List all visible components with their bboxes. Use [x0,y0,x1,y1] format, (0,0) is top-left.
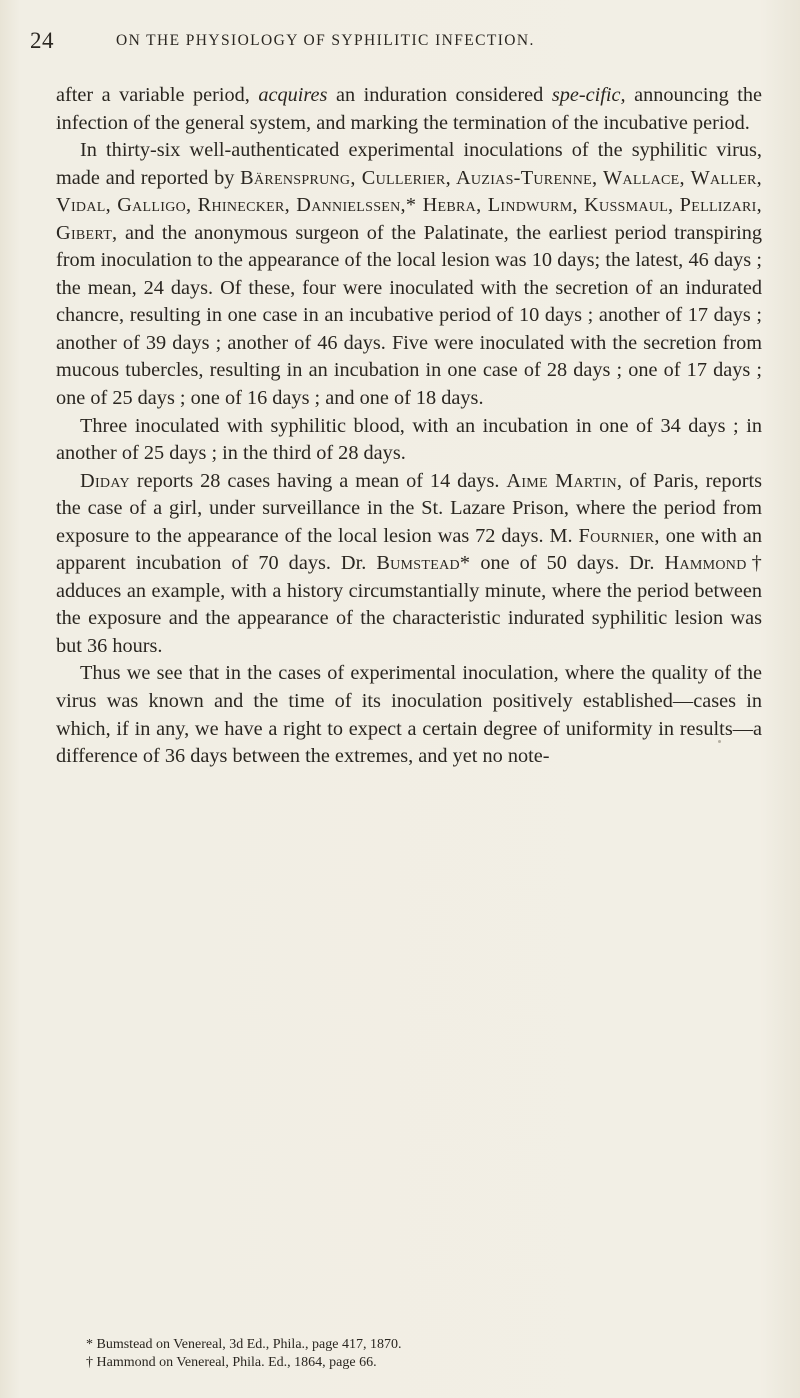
paragraph-text: and the anonymous surgeon of the Palatinate, the earliest period transpiring from inoculation to the appearance of the local lesion was 10 days; the latest, 46 days ; the mean, 24 days. Of these, four were inoculated with the secretion of an indurated chancre, resulting in one case in an incubative period of 10 days ; another of 17 days ; another of 39 days ; another of 46 days. Five were inoculated with the secretion from mucous tubercles, resulting in an incubation in one case of 28 days ; one of 17 days ; one of 25 days ; one of 16 days ; and one of 18 days. [56,221,762,410]
footnote-1: * Bumstead on Venereal, 3d Ed., Phila., page 417, 1870. [86,1337,402,1352]
paragraph-3: Three inoculated with syphilitic blood, with an incubation in one of 34 days ; in another of 25 days ; in the third of 28 days. [56,414,762,465]
page-number: 24 [30,28,54,53]
paragraph-text: of Paris, reports the case of a girl, under surveillance in the St. Lazare Prison, where the period from exposure to the appearance of the local lesion was 72 days. M. [56,469,762,547]
page-header [30,28,770,58]
paragraph-text: In thirty-six well-authenticated experimental inoculations of the syphilitic virus, made and reported by [56,139,762,189]
paper-speck [718,740,721,743]
author-name: Aime Martin, [506,469,623,492]
emphasis-text: spe-cific, [551,84,626,106]
paragraph-text: an induration considered [327,84,552,106]
paragraph-text: reports 28 cases having a mean of 14 days. [129,469,507,492]
paragraph-text: adduces an example, with a history circumstantially minute, where the period between the exposure and the appearance of the characteristic indurated syphilitic lesion was but 36 hours. [56,579,762,657]
running-title: ON THE PHYSIOLOGY OF SYPHILITIC INFECTION. [116,32,535,49]
paragraph-text: one with an apparent incubation of 70 days. Dr. [56,524,762,575]
paragraph-2 [56,137,762,412]
author-names: Bärensprung, Cullerier, Auzias-Turenne, Wallace, Waller, Vidal, Galligo, Rhinecker, Dannielssen,* Hebra, Lindwurm, Kussmaul, Pellizari, Gibert, [56,166,762,244]
paragraph-1 [56,82,762,137]
paragraph-5: Thus we see that in the cases of experimental inoculation, where the quality of the virus was known and the time of its inoculation positively established—cases in which, if in any, we have a right to expect a certain degree of uniformity in results—a difference of 36 days between the extremes, and yet no note- [56,662,762,768]
author-name: Hammond† [664,552,763,575]
emphasis-text: acquires [258,84,328,106]
author-name: Diday [80,469,130,492]
paragraph-text: one of 50 days. Dr. [470,552,665,575]
author-name: Fournier, [578,524,660,547]
footnotes [86,1336,762,1372]
paragraph-text: after a variable period, [56,84,259,106]
paragraph-4 [56,468,762,661]
footnote-2: † Hammond on Venereal, Phila. Ed., 1864, page 66. [86,1355,377,1370]
body-text [56,82,762,771]
paragraph-text: announcing the infection of the general system, and marking the termination of the incubative period. [56,84,763,134]
author-name: Bumstead* [376,552,471,575]
